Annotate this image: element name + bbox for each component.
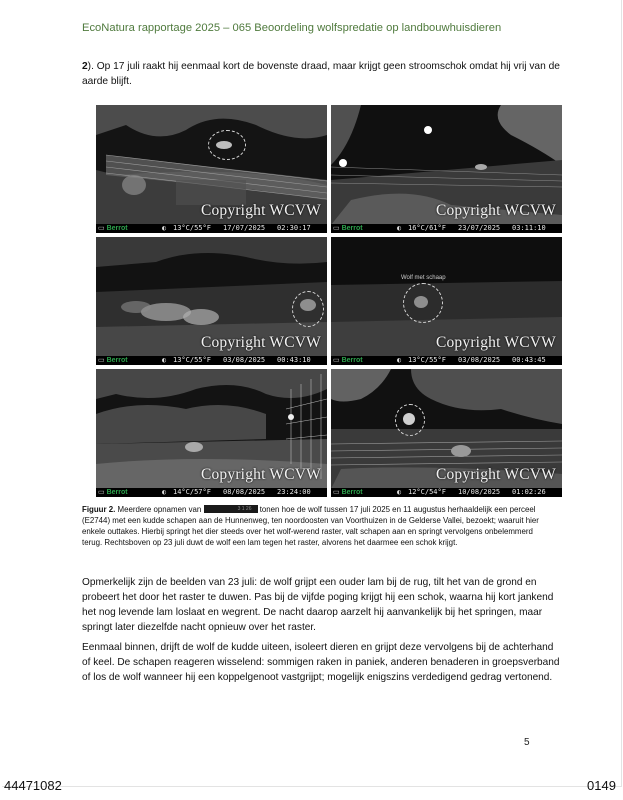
page-number: 5 — [524, 737, 530, 748]
redaction-box — [204, 505, 258, 513]
moon-phase-icon: ◐ — [162, 488, 167, 496]
stamp-time: 00:43:10 — [277, 356, 311, 364]
camera-brand: ▭ Berrot — [333, 224, 363, 233]
moon-phase-icon: ◐ — [162, 224, 167, 232]
camera-stamp — [96, 224, 327, 233]
highlight-circle — [395, 404, 425, 436]
redaction-hint: 3 1 26 — [237, 506, 252, 512]
photo-overlay-label: Wolf met schaap — [401, 275, 446, 281]
camera-brand: ▭ Berrot — [98, 356, 128, 365]
document-id-left: 44471082 — [4, 778, 62, 793]
moon-phase-icon: ◐ — [162, 356, 167, 364]
photo-grid — [96, 105, 562, 498]
stamp-date: 23/07/2025 — [458, 224, 501, 232]
camera-stamp — [96, 488, 327, 497]
camera-photo-2 — [331, 105, 562, 233]
camera-brand: ▭ Berrot — [98, 224, 128, 233]
stamp-date: 03/08/2025 — [223, 356, 266, 364]
stamp-date: 10/08/2025 — [458, 488, 501, 496]
camera-photo-6 — [331, 369, 562, 497]
intro-paragraph — [82, 59, 562, 89]
stamp-time: 01:02:26 — [512, 488, 546, 496]
stamp-temperature: 13°C/55°F — [173, 356, 211, 364]
camera-stamp — [331, 224, 562, 233]
camera-stamp — [331, 488, 562, 497]
camera-brand: ▭ Berrot — [98, 488, 128, 497]
camera-stamp — [331, 356, 562, 365]
highlight-circle — [292, 291, 324, 327]
stamp-time: 00:43:45 — [512, 356, 546, 364]
moon-phase-icon: ◐ — [397, 356, 402, 364]
camera-stamp — [96, 356, 327, 365]
camera-photo-4 — [331, 237, 562, 365]
camera-photo-3 — [96, 237, 327, 365]
stamp-temperature: 12°C/54°F — [408, 488, 446, 496]
figure-label: Figuur 2. — [82, 505, 116, 514]
intro-number: 2 — [82, 61, 88, 72]
caption-text-rest: tonen hoe de wolf tussen 17 juli 2025 en 11 augustus herhaaldelijk een perceel (E2744) met een kudde schapen aan de Hunnenweg, ten noordoosten van Voorthuizen in de Gelderse Vallei, bezoekt; waaruit hier enkele outtakes. Hierbij springt het dier steeds over het wolf-werend raster, valt schapen aan en springt vervolgens onbelemmerd terug. Rechtsboven op 23 juli duwt de wolf een lam tegen het raster, alvorens het daarmee een schok krijgt. — [82, 505, 539, 547]
stamp-temperature: 13°C/55°F — [408, 356, 446, 364]
photo-copyright: Copyright WCVW — [200, 466, 321, 483]
camera-brand: ▭ Berrot — [333, 356, 363, 365]
stamp-time: 02:30:17 — [277, 224, 311, 232]
document-id-right: 0149 — [587, 778, 616, 793]
photo-copyright: Copyright WCVW — [200, 202, 321, 219]
stamp-temperature: 16°C/61°F — [408, 224, 446, 232]
caption-text-start: Meerdere opnamen van — [115, 505, 204, 514]
stamp-temperature: 13°C/55°F — [173, 224, 211, 232]
photo-copyright: Copyright WCVW — [200, 334, 321, 351]
stamp-date: 08/08/2025 — [223, 488, 266, 496]
camera-brand: ▭ Berrot — [333, 488, 363, 497]
photo-copyright: Copyright WCVW — [435, 334, 556, 351]
stamp-date: 17/07/2025 — [223, 224, 266, 232]
body-paragraph-1: Opmerkelijk zijn de beelden van 23 juli: de wolf grijpt een ouder lam bij de rug, tilt het van de grond en probeert het door het raster te duwen. Pas bij de vijfde poging krijgt hij een schok, waarna hij kort jankend het nog levende lam loslaat en wegrent. De nacht daarop aarzelt hij aanvankelijk bij het springen, maar springt later diezelfde nacht opnieuw over het raster. — [82, 577, 554, 633]
stamp-date: 03/08/2025 — [458, 356, 501, 364]
moon-phase-icon: ◐ — [397, 224, 402, 232]
stamp-temperature: 14°C/57°F — [173, 488, 211, 496]
figure-caption — [82, 504, 550, 548]
running-header: EcoNatura rapportage 2025 – 065 Beoordeling wolfspredatie op landbouwhuisdieren — [82, 22, 502, 34]
stamp-time: 03:11:10 — [512, 224, 546, 232]
camera-photo-5 — [96, 369, 327, 497]
document-page — [2, 0, 622, 787]
moon-phase-icon: ◐ — [397, 488, 402, 496]
photo-copyright: Copyright WCVW — [435, 202, 556, 219]
stamp-time: 23:24:00 — [277, 488, 311, 496]
intro-text: ). Op 17 juli raakt hij eenmaal kort de bovenste draad, maar krijgt geen stroomschok omdat hij vrij van de aarde blijft. — [82, 61, 560, 87]
photo-copyright: Copyright WCVW — [435, 466, 556, 483]
highlight-circle — [403, 283, 443, 323]
body-paragraph-2: Eenmaal binnen, drijft de wolf de kudde uiteen, isoleert dieren en grijpt deze vervolgens bij de achterhand of keel. De schapen reageren wisselend: sommigen raken in paniek, anderen benaderen in groepsverband of los de wolf wanneer hij een koppelgenoot vastgrijpt; mogelijk enigszins verdedigend gedrag vertonend. — [82, 642, 560, 683]
camera-photo-1 — [96, 105, 327, 233]
highlight-circle — [208, 130, 246, 160]
